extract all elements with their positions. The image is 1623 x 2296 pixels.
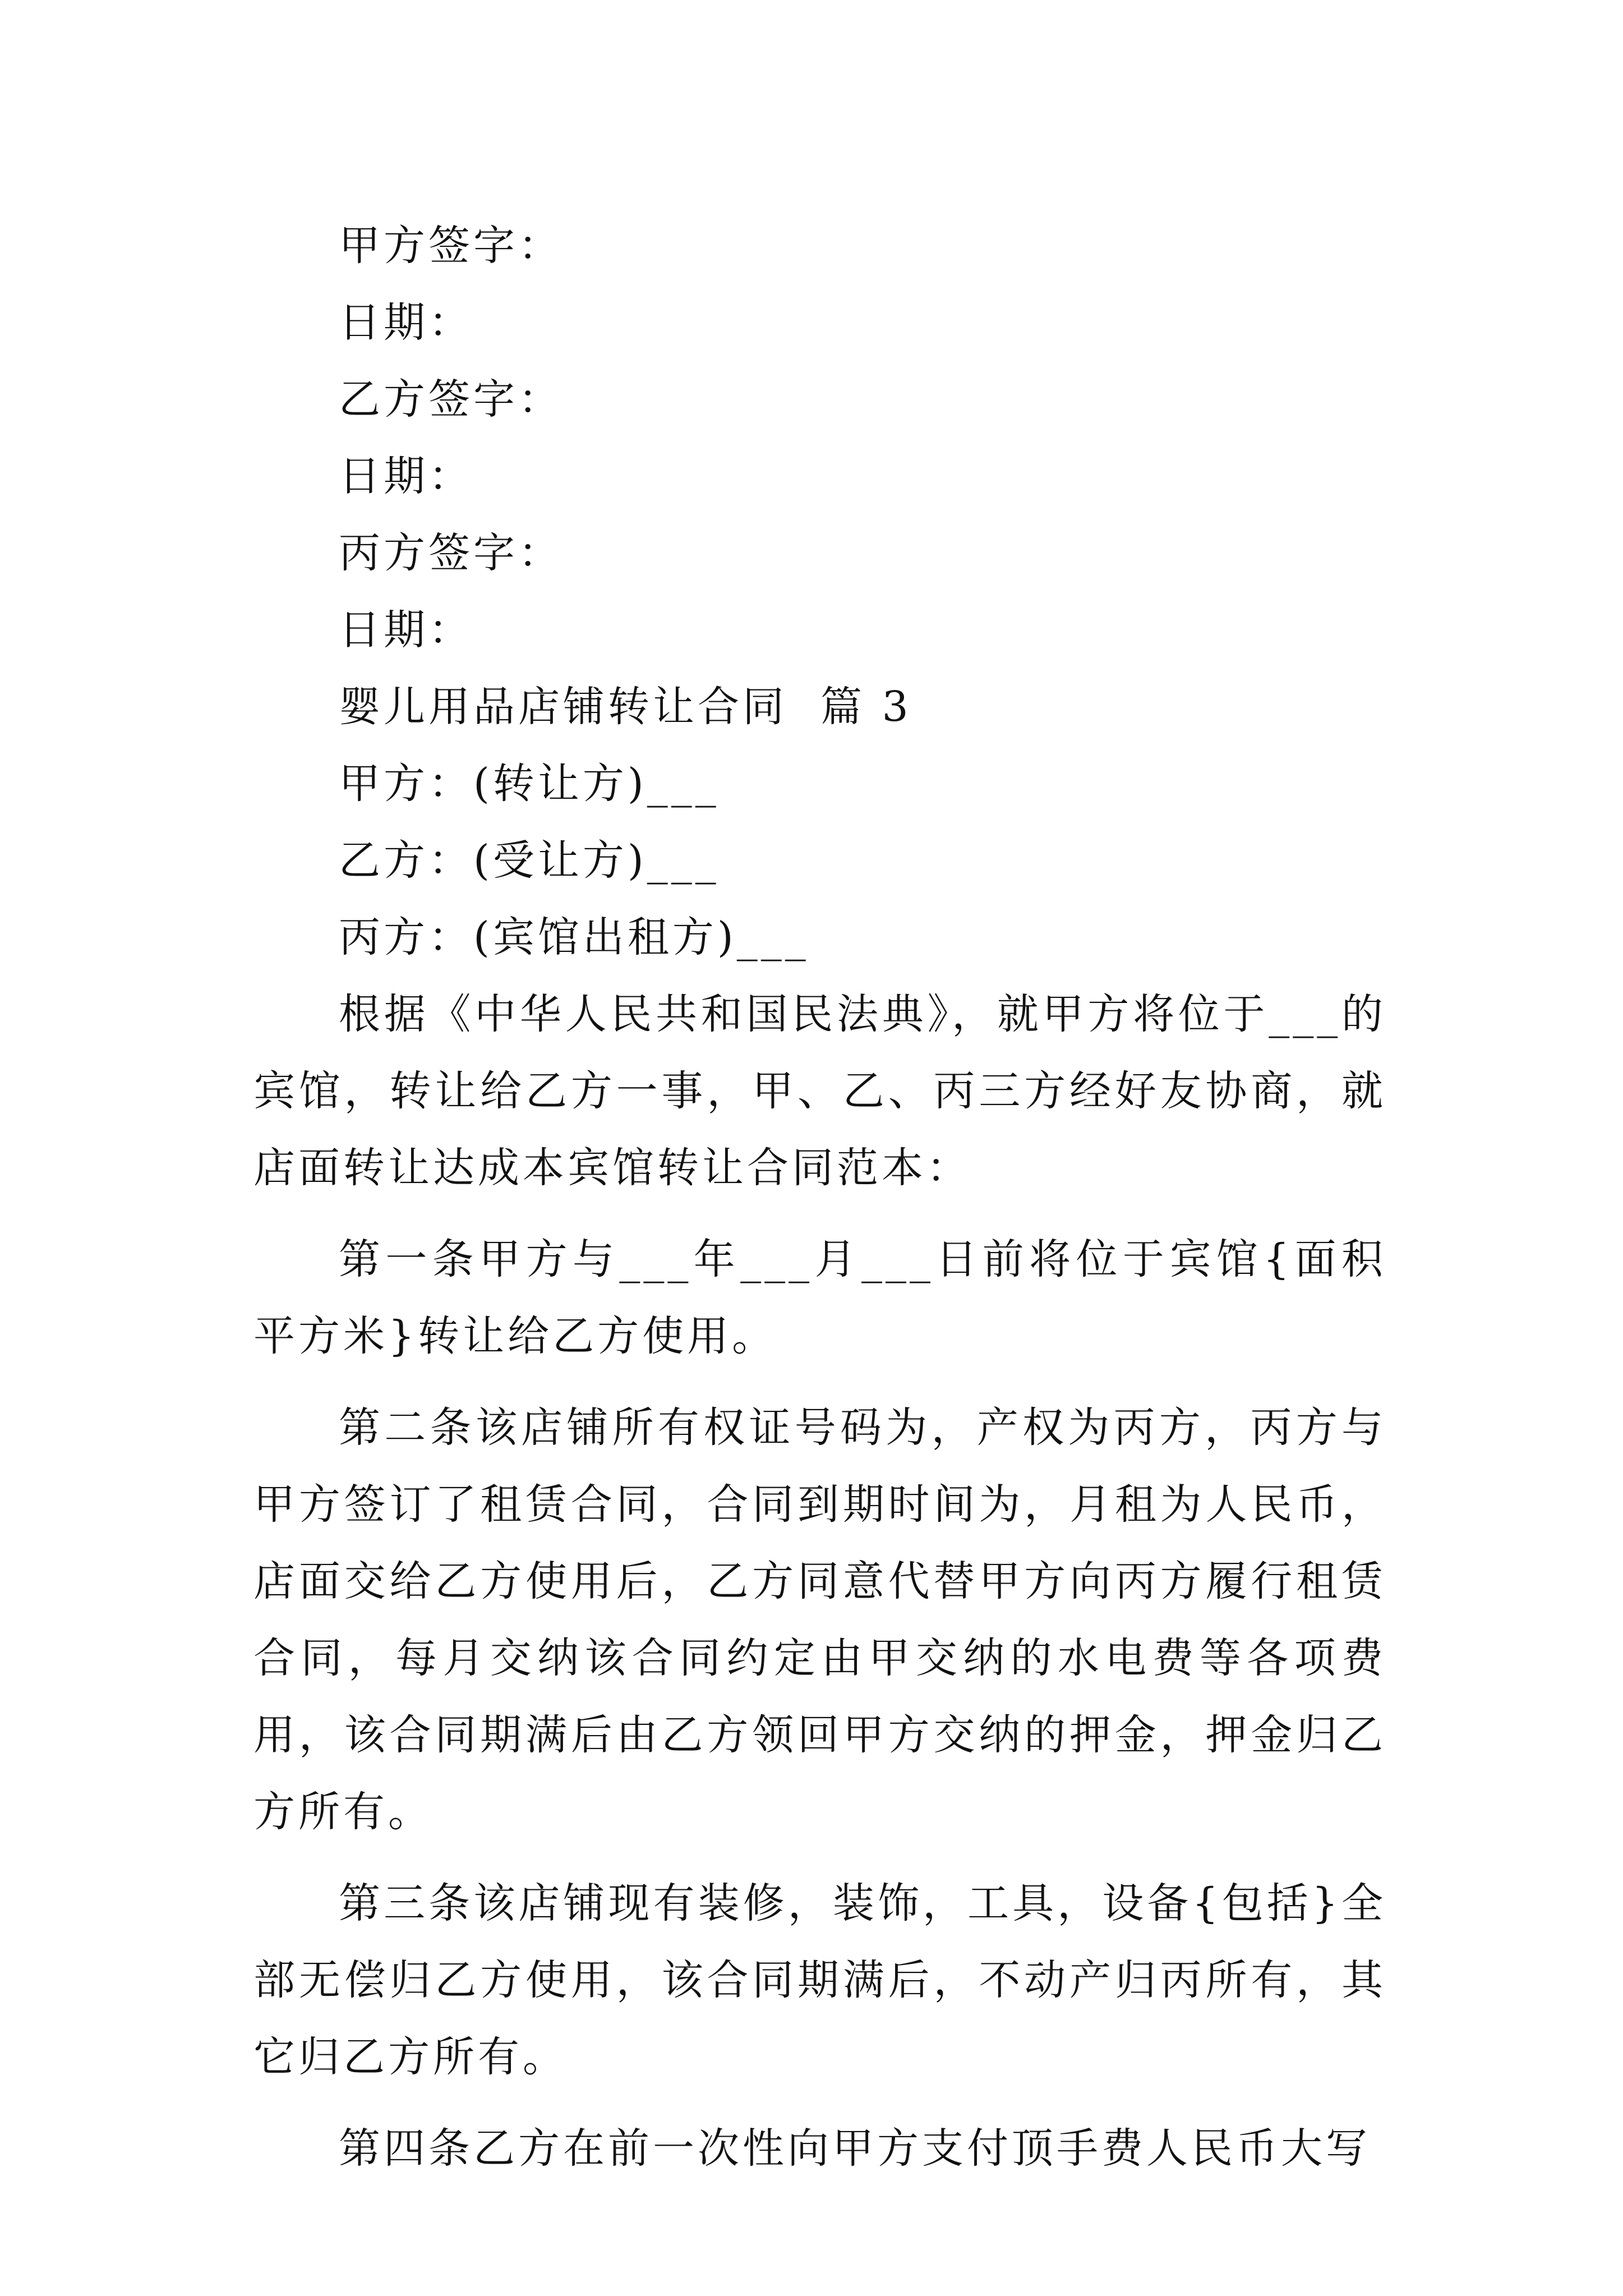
section-title: 婴儿用品店铺转让合同 篇 3 bbox=[339, 683, 912, 731]
document-body bbox=[253, 208, 1386, 2202]
signature-party-a-label: 甲方签字： bbox=[339, 222, 563, 270]
signature-party-b-label: 乙方签字： bbox=[339, 375, 563, 424]
paragraph-article-2: 第二条该店铺所有权证号码为，产权为丙方，丙方与甲方签订了租赁合同，合同到期时间为，月租为人民币，店面交给乙方使用后，乙方同意代替甲方向丙方履行租赁合同，每月交纳该合同约定由甲交纳的水电费等各项费用，该合同期满后由乙方领回甲方交纳的押金，押金归乙方所有。 bbox=[253, 1404, 1386, 1836]
party-a-line: 甲方：(转让方)___ bbox=[339, 760, 720, 808]
paragraph-preamble: 根据《中华人民共和国民法典》，就甲方将位于___的宾馆，转让给乙方一事，甲、乙、丙三方经好友协商，就店面转让达成本宾馆转让合同范本： bbox=[253, 990, 1386, 1192]
paragraph-article-3: 第三条该店铺现有装修，装饰，工具，设备{包括}全部无偿归乙方使用，该合同期满后，不动产归丙所有，其它归乙方所有。 bbox=[253, 1879, 1386, 2081]
paragraph-article-1: 第一条甲方与___年___月___日前将位于宾馆{面积平方米}转让给乙方使用。 bbox=[253, 1235, 1386, 1360]
signature-party-c-date: 日期： bbox=[339, 606, 473, 654]
party-c-line: 丙方：(宾馆出租方)___ bbox=[339, 913, 809, 961]
party-b-line: 乙方：(受让方)___ bbox=[339, 836, 720, 885]
signature-party-a-date: 日期： bbox=[339, 298, 473, 347]
signature-party-b-date: 日期： bbox=[339, 452, 473, 500]
paragraph-article-4: 第四条乙方在前一次性向甲方支付顶手费人民币大写 bbox=[339, 2124, 1371, 2173]
signature-party-c-label: 丙方签字： bbox=[339, 529, 563, 577]
